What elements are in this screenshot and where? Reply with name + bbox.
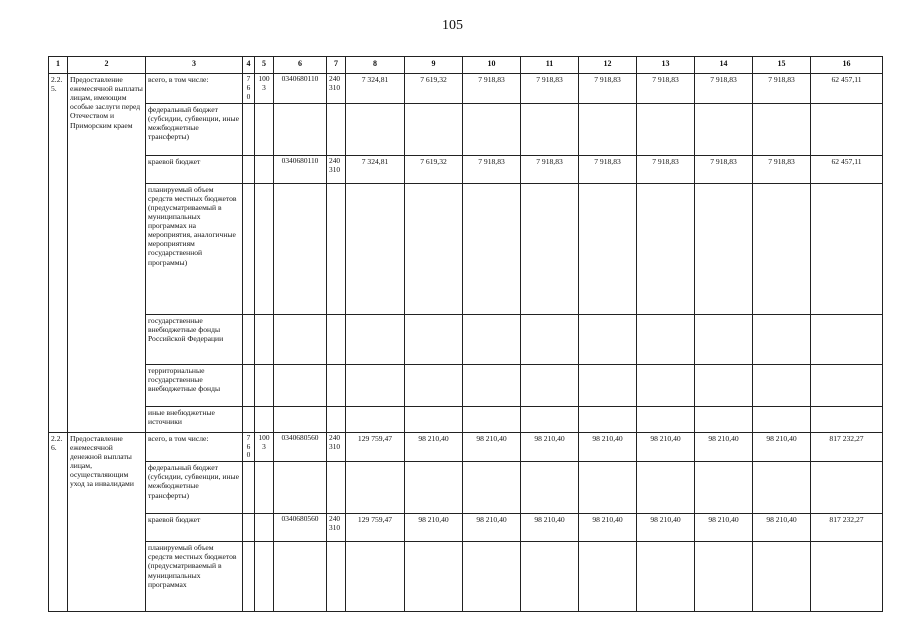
value-cell: [811, 542, 883, 612]
col-header: 10: [463, 57, 521, 74]
value-cell: 129 759,47: [346, 514, 405, 542]
code-cell: [274, 462, 327, 514]
value-cell: [521, 314, 579, 364]
value-cell: [811, 462, 883, 514]
col-header: 5: [255, 57, 274, 74]
col-header: 8: [346, 57, 405, 74]
col-header: 2: [68, 57, 146, 74]
value-cell: [521, 103, 579, 155]
value-cell: [695, 103, 753, 155]
code-cell: [274, 364, 327, 406]
value-cell: 7 324,81: [346, 155, 405, 183]
value-cell: 7 918,83: [463, 155, 521, 183]
value-cell: [811, 314, 883, 364]
code-cell: [255, 103, 274, 155]
value-cell: 129 759,47: [346, 432, 405, 462]
value-cell: [521, 406, 579, 432]
code-cell: [243, 183, 255, 314]
value-cell: [637, 462, 695, 514]
funding-source-cell: федеральный бюджет (субсидии, субвенции, иные межбюджетные трансферты): [146, 103, 243, 155]
value-cell: [346, 462, 405, 514]
value-cell: 98 210,40: [695, 432, 753, 462]
value-cell: 98 210,40: [405, 514, 463, 542]
value-cell: 98 210,40: [405, 432, 463, 462]
value-cell: 817 232,27: [811, 514, 883, 542]
value-cell: [695, 406, 753, 432]
table-row: [49, 364, 883, 406]
funding-source-cell: территориальные государственные внебюджетные фонды: [146, 364, 243, 406]
code-cell: [243, 462, 255, 514]
value-cell: [811, 364, 883, 406]
value-cell: [637, 183, 695, 314]
value-cell: 98 210,40: [637, 432, 695, 462]
code-cell: [327, 542, 346, 612]
code-cell: [255, 364, 274, 406]
value-cell: 62 457,11: [811, 74, 883, 104]
value-cell: [637, 364, 695, 406]
header-row: [49, 57, 883, 74]
value-cell: [521, 542, 579, 612]
col-header: 11: [521, 57, 579, 74]
value-cell: [637, 103, 695, 155]
funding-source-cell: государственные внебюджетные фонды Российской Федерации: [146, 314, 243, 364]
value-cell: [521, 183, 579, 314]
funding-source-cell: федеральный бюджет (субсидии, субвенции, иные межбюджетные трансферты): [146, 462, 243, 514]
value-cell: [579, 542, 637, 612]
code-cell: 240 310: [327, 514, 346, 542]
col-header: 12: [579, 57, 637, 74]
code-cell: [255, 314, 274, 364]
code-cell: [274, 314, 327, 364]
value-cell: 98 210,40: [695, 514, 753, 542]
value-cell: [346, 406, 405, 432]
funding-source-cell: планируемый объем средств местных бюджетов (предусматриваемый в муниципальных программах на мероприятия, аналогичные мероприятиям государственной программы): [146, 183, 243, 314]
code-cell: 0340680560: [274, 514, 327, 542]
code-cell: [255, 183, 274, 314]
value-cell: [637, 542, 695, 612]
value-cell: [753, 406, 811, 432]
value-cell: 7 918,83: [579, 155, 637, 183]
value-cell: [463, 364, 521, 406]
value-cell: [753, 462, 811, 514]
value-cell: 98 210,40: [463, 514, 521, 542]
value-cell: [637, 314, 695, 364]
value-cell: 7 918,83: [753, 74, 811, 104]
value-cell: [811, 103, 883, 155]
value-cell: [463, 103, 521, 155]
value-cell: 98 210,40: [521, 514, 579, 542]
table-row: [49, 462, 883, 514]
page-number: 105: [442, 18, 463, 33]
value-cell: [695, 542, 753, 612]
code-cell: 760: [243, 432, 255, 462]
code-cell: [327, 364, 346, 406]
measure-name-cell: Предоставление ежемесячной денежной выплаты лицам, осуществляющим уход за инвалидами: [68, 432, 146, 612]
code-cell: 760: [243, 74, 255, 104]
funding-source-cell: краевой бюджет: [146, 514, 243, 542]
value-cell: [405, 183, 463, 314]
col-header: 16: [811, 57, 883, 74]
code-cell: 0340680560: [274, 432, 327, 462]
table-row: [49, 74, 883, 104]
value-cell: [405, 462, 463, 514]
funding-source-cell: всего, в том числе:: [146, 74, 243, 104]
code-cell: [255, 406, 274, 432]
code-cell: [243, 514, 255, 542]
code-cell: 1003: [255, 74, 274, 104]
value-cell: 98 210,40: [579, 514, 637, 542]
value-cell: 7 918,83: [521, 74, 579, 104]
code-cell: [243, 314, 255, 364]
value-cell: [405, 406, 463, 432]
value-cell: [753, 542, 811, 612]
budget-table: [48, 56, 883, 612]
funding-source-cell: всего, в том числе:: [146, 432, 243, 462]
value-cell: 7 918,83: [637, 74, 695, 104]
value-cell: 98 210,40: [753, 514, 811, 542]
code-cell: [274, 103, 327, 155]
code-cell: [243, 103, 255, 155]
row-number-cell: 2.2.5.: [49, 74, 68, 433]
code-cell: [243, 364, 255, 406]
table-row: [49, 406, 883, 432]
col-header: 4: [243, 57, 255, 74]
value-cell: [753, 364, 811, 406]
value-cell: 7 918,83: [521, 155, 579, 183]
value-cell: [346, 314, 405, 364]
code-cell: 240 310: [327, 74, 346, 104]
code-cell: [327, 103, 346, 155]
table-row: [49, 542, 883, 612]
code-cell: [243, 155, 255, 183]
code-cell: [255, 514, 274, 542]
value-cell: 7 918,83: [695, 74, 753, 104]
measure-name-cell: Предоставление ежемесячной выплаты лицам, имеющим особые заслуги перед Отечеством и Приморским краем: [68, 74, 146, 433]
col-header: 13: [637, 57, 695, 74]
col-header: 15: [753, 57, 811, 74]
value-cell: 98 210,40: [521, 432, 579, 462]
value-cell: [811, 406, 883, 432]
value-cell: [463, 314, 521, 364]
row-number-cell: 2.2.6.: [49, 432, 68, 612]
code-cell: 0340680110: [274, 74, 327, 104]
value-cell: 7 918,83: [579, 74, 637, 104]
value-cell: 62 457,11: [811, 155, 883, 183]
value-cell: [579, 314, 637, 364]
col-header: 3: [146, 57, 243, 74]
value-cell: 7 918,83: [753, 155, 811, 183]
value-cell: [463, 406, 521, 432]
value-cell: [753, 314, 811, 364]
value-cell: [753, 103, 811, 155]
value-cell: [405, 314, 463, 364]
code-cell: [255, 462, 274, 514]
value-cell: [346, 103, 405, 155]
value-cell: [463, 183, 521, 314]
code-cell: 240 310: [327, 155, 346, 183]
funding-source-cell: иные внебюджетные источники: [146, 406, 243, 432]
value-cell: [695, 183, 753, 314]
code-cell: [274, 183, 327, 314]
value-cell: [521, 462, 579, 514]
code-cell: [243, 542, 255, 612]
value-cell: [579, 462, 637, 514]
value-cell: [753, 183, 811, 314]
value-cell: 817 232,27: [811, 432, 883, 462]
table-row: [49, 183, 883, 314]
code-cell: [255, 155, 274, 183]
value-cell: [579, 406, 637, 432]
value-cell: [346, 183, 405, 314]
table-row: [49, 314, 883, 364]
value-cell: 7 918,83: [637, 155, 695, 183]
value-cell: [579, 103, 637, 155]
value-cell: 7 324,81: [346, 74, 405, 104]
funding-source-cell: краевой бюджет: [146, 155, 243, 183]
code-cell: [327, 314, 346, 364]
value-cell: [637, 406, 695, 432]
value-cell: [405, 103, 463, 155]
value-cell: 98 210,40: [579, 432, 637, 462]
table-row: [49, 155, 883, 183]
table-row: [49, 432, 883, 462]
value-cell: [463, 462, 521, 514]
code-cell: [243, 406, 255, 432]
code-cell: 0340680110: [274, 155, 327, 183]
funding-source-cell: планируемый объем средств местных бюджетов (предусматриваемый в муниципальных программах: [146, 542, 243, 612]
value-cell: [695, 462, 753, 514]
code-cell: 240 310: [327, 432, 346, 462]
value-cell: 7 918,83: [695, 155, 753, 183]
value-cell: [463, 542, 521, 612]
value-cell: [695, 314, 753, 364]
code-cell: [274, 542, 327, 612]
value-cell: 7 619,32: [405, 74, 463, 104]
code-cell: [274, 406, 327, 432]
value-cell: [405, 542, 463, 612]
code-cell: [327, 183, 346, 314]
table-row: [49, 514, 883, 542]
code-cell: [327, 462, 346, 514]
col-header: 6: [274, 57, 327, 74]
value-cell: [695, 364, 753, 406]
value-cell: [346, 364, 405, 406]
code-cell: [255, 542, 274, 612]
code-cell: 1003: [255, 432, 274, 462]
value-cell: [405, 364, 463, 406]
value-cell: [521, 364, 579, 406]
col-header: 1: [49, 57, 68, 74]
code-cell: [327, 406, 346, 432]
value-cell: 7 619,32: [405, 155, 463, 183]
table-row: [49, 103, 883, 155]
col-header: 9: [405, 57, 463, 74]
value-cell: [346, 542, 405, 612]
value-cell: [811, 183, 883, 314]
col-header: 14: [695, 57, 753, 74]
value-cell: 98 210,40: [637, 514, 695, 542]
value-cell: [579, 364, 637, 406]
col-header: 7: [327, 57, 346, 74]
value-cell: [579, 183, 637, 314]
value-cell: 98 210,40: [753, 432, 811, 462]
table-body: [49, 74, 883, 612]
value-cell: 98 210,40: [463, 432, 521, 462]
value-cell: 7 918,83: [463, 74, 521, 104]
